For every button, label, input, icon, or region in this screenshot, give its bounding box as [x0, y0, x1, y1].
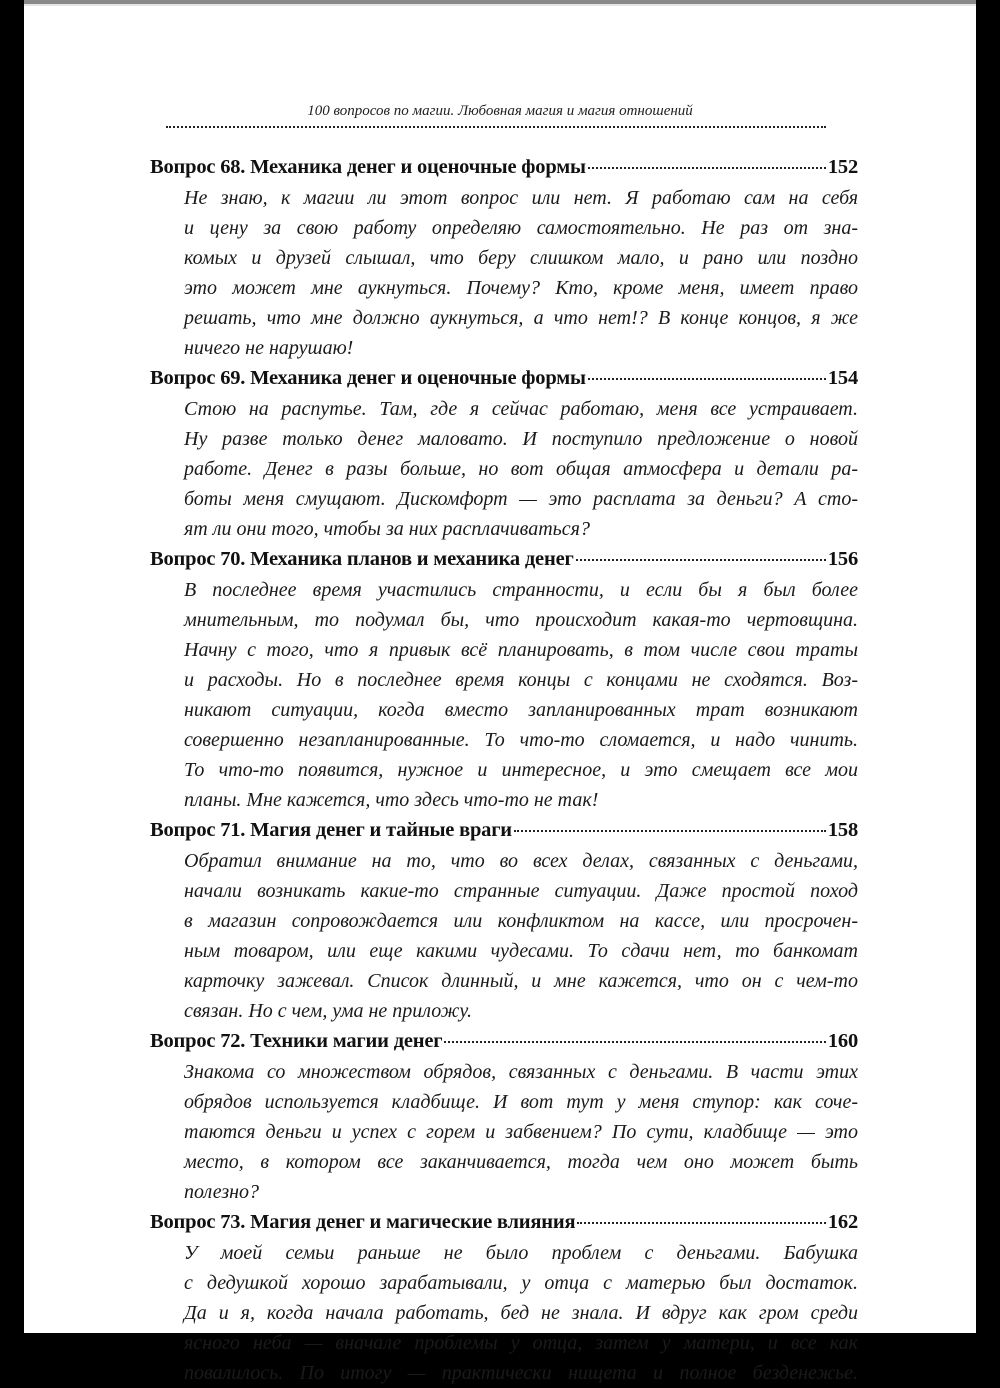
- desc-line: ят ли они того, чтобы за них расплачиваться?: [184, 518, 590, 540]
- page-number: 158: [827, 819, 858, 841]
- entry-description: [184, 183, 858, 363]
- page-number: 156: [827, 548, 858, 570]
- desc-line: повалилось. По итогу — практически нищета и полное безденежье.: [184, 1362, 858, 1384]
- toc-entry-73: [150, 1207, 858, 1388]
- desc-line: полезно?: [184, 1181, 260, 1203]
- desc-line: комых и друзей слышал, что беру слишком мало, и рано или поздно: [184, 247, 858, 269]
- desc-line: Ну разве только денег маловато. И поступило предложение о новой: [184, 428, 858, 450]
- viewer-top-bar-shadow: [24, 4, 976, 6]
- dot-leader: [588, 378, 826, 380]
- desc-line: Знакома со множеством обрядов, связанных с деньгами. В части этих: [184, 1061, 858, 1083]
- document-page: [24, 0, 976, 1384]
- entry-description: [184, 1057, 858, 1207]
- page-number: 152: [827, 156, 858, 178]
- entry-title-text: Вопрос 69. Механика денег и оценочные формы: [150, 367, 586, 389]
- desc-line: таются деньги и успех с горем и забвением? По сути, кладбище — это: [184, 1121, 858, 1143]
- toc-entry-68: [150, 152, 858, 363]
- dot-leader: [444, 1041, 825, 1043]
- desc-line: место, в котором все заканчивается, тогда чем оно может быть: [184, 1151, 858, 1173]
- header-dotted-rule: [166, 126, 826, 128]
- desc-line: В последнее время участились странности, и если бы я был более: [184, 579, 858, 601]
- desc-line: и цену за свою работу определяю самостоятельно. Не раз от зна-: [184, 217, 858, 239]
- desc-line: ясного неба — вначале проблемы у отца, затем у матери, и все как: [184, 1332, 858, 1354]
- desc-line: мнительным, то подумал бы, что происходит какая-то чертовщина.: [184, 609, 858, 631]
- desc-line: Стою на распутье. Там, где я сейчас работаю, меня все устраивает.: [184, 398, 858, 420]
- desc-line: это может мне аукнуться. Почему? Кто, кроме меня, имеет право: [184, 277, 858, 299]
- entry-description: [184, 575, 858, 815]
- dot-leader: [577, 1222, 825, 1224]
- table-of-contents: [150, 152, 858, 1388]
- desc-line: У моей семьи раньше не было проблем с деньгами. Бабушка: [184, 1242, 858, 1264]
- entry-description: [184, 846, 858, 1026]
- desc-line: связан. Но с чем, ума не приложу.: [184, 1000, 472, 1022]
- entry-description: [184, 394, 858, 544]
- desc-line: планы. Мне кажется, что здесь что-то не так!: [184, 789, 599, 811]
- toc-entry-70: [150, 544, 858, 815]
- desc-line: То что-то появится, нужное и интересное, и это смещает все мои: [184, 759, 858, 781]
- dot-leader: [576, 559, 826, 561]
- desc-line: в магазин сопровождается или конфликтом на кассе, или просрочен-: [184, 910, 858, 932]
- desc-line: работе. Денег в разы больше, но вот общая атмосфера и детали ра-: [184, 458, 858, 480]
- toc-entry-title[interactable]: [150, 152, 858, 183]
- desc-line: решать, что мне должно аукнуться, а что нет!? В конце концов, я же: [184, 307, 858, 329]
- entry-title-text: Вопрос 70. Механика планов и механика денег: [150, 548, 574, 570]
- desc-line: Да и я, когда начала работать, бед не знала. И вдруг как гром среди: [184, 1302, 858, 1324]
- desc-line: ным товаром, или еще какими чудесами. То сдачи нет, то банкомат: [184, 940, 858, 962]
- toc-entry-title[interactable]: [150, 1026, 858, 1057]
- page-number: 162: [827, 1211, 858, 1233]
- toc-entry-71: [150, 815, 858, 1026]
- toc-entry-title[interactable]: [150, 544, 858, 575]
- entry-description: [184, 1238, 858, 1388]
- desc-line: обрядов используется кладбище. И вот тут у меня ступор: как соче-: [184, 1091, 858, 1113]
- desc-line: совершенно незапланированные. То что-то сломается, и надо чинить.: [184, 729, 858, 751]
- toc-entry-69: [150, 363, 858, 544]
- toc-entry-72: [150, 1026, 858, 1207]
- entry-title-text: Вопрос 68. Механика денег и оценочные формы: [150, 156, 586, 178]
- desc-line: Обратил внимание на то, что во всех делах, связанных с деньгами,: [184, 850, 858, 872]
- page-number: 154: [827, 367, 858, 389]
- toc-entry-title[interactable]: [150, 1207, 858, 1238]
- desc-line: боты меня смущают. Дискомфорт — это расплата за деньги? А сто-: [184, 488, 858, 510]
- entry-title-text: Вопрос 72. Техники магии денег: [150, 1030, 443, 1052]
- desc-line: карточку зажевал. Список длинный, и мне кажется, что он с чем-то: [184, 970, 858, 992]
- running-head: 100 вопросов по магии. Любовная магия и магия отношений: [307, 103, 693, 119]
- entry-title-text: Вопрос 73. Магия денег и магические влияния: [150, 1211, 576, 1233]
- page-number: 160: [827, 1030, 858, 1052]
- entry-title-text: Вопрос 71. Магия денег и тайные враги: [150, 819, 512, 841]
- desc-line: с дедушкой хорошо зарабатывали, у отца с матерью был достаток.: [184, 1272, 858, 1294]
- dot-leader: [588, 167, 826, 169]
- desc-line: и расходы. Но в последнее время концы с концами не сходятся. Воз-: [184, 669, 858, 691]
- dot-leader: [514, 830, 826, 832]
- desc-line: начали возникать какие-то странные ситуации. Даже простой поход: [184, 880, 858, 902]
- desc-line: Не знаю, к магии ли этот вопрос или нет. Я работаю сам на себя: [184, 187, 858, 209]
- toc-entry-title[interactable]: [150, 363, 858, 394]
- toc-entry-title[interactable]: [150, 815, 858, 846]
- desc-line: Начну с того, что я привык всё планировать, в том числе свои траты: [184, 639, 858, 661]
- desc-line: ничего не нарушаю!: [184, 337, 354, 359]
- desc-line: никают ситуации, когда вместо запланированных трат возникают: [184, 699, 858, 721]
